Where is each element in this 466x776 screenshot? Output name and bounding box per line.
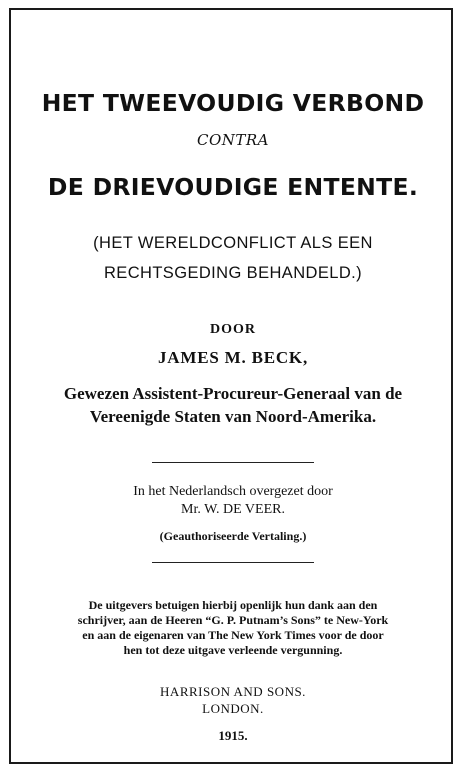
divider-top — [152, 462, 314, 463]
title-line-1: HET TWEEVOUDIG VERBOND — [41, 89, 425, 117]
translator-name: Mr. W. DE VEER. — [181, 502, 285, 517]
translation-credit: In het Nederlandsch overgezet door — [133, 484, 333, 499]
contra-label: CONTRA — [196, 131, 270, 149]
publisher-name: HARRISON AND SONS. — [160, 684, 306, 699]
author-role-line-2: Vereenigde Staten van Noord-Amerika. — [89, 407, 377, 426]
thanks-line-2: schrijver, aan de Heeren “G. P. Putnam’s Sons” te New-York — [77, 613, 389, 627]
author-role-line-1: Gewezen Assistent-Procureur-Generaal van de — [63, 384, 403, 403]
divider-bottom — [152, 562, 314, 563]
authorised-translation: (Geauthoriseerde Vertaling.) — [159, 529, 307, 543]
title-line-2: DE DRIEVOUDIGE ENTENTE. — [47, 173, 419, 201]
thanks-line-3: en aan de eigenaren van The New York Times voor de door — [82, 628, 384, 642]
door-label: DOOR — [210, 322, 256, 337]
thanks-line-1: De uitgevers betuigen hierbij openlijk hun dank aan den — [88, 598, 378, 612]
thanks-line-4: hen tot deze uitgave verleende vergunning. — [123, 643, 343, 657]
subtitle-line-1: (HET WERELDCONFLICT ALS EEN — [93, 234, 373, 252]
publisher-city: LONDON. — [202, 701, 264, 716]
author-name: JAMES M. BECK, — [157, 348, 309, 367]
subtitle-line-2: RECHTSGEDING BEHANDELD.) — [103, 264, 363, 282]
publication-year: 1915. — [218, 728, 248, 743]
